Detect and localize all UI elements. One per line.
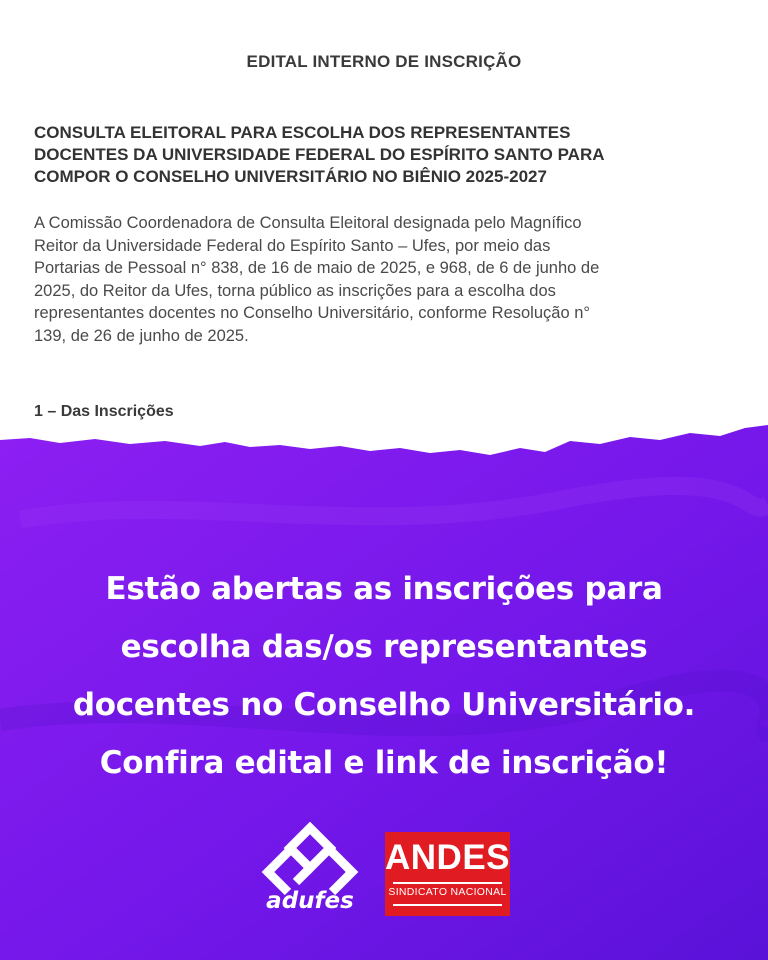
body-line: Reitor da Universidade Federal do Espírito Santo – Ufes, por meio das — [34, 236, 551, 255]
body-line: 139, de 26 de junho de 2025. — [34, 326, 249, 345]
body-line: Portarias de Pessoal n° 838, de 16 de maio de 2025, e 968, de 6 de junho de — [34, 259, 600, 277]
adufes-wordmark: adufes — [266, 888, 354, 914]
heading-line: DOCENTES DA UNIVERSIDADE FEDERAL DO ESPÍRITO SANTO PARA — [34, 145, 605, 164]
document-title: EDITAL INTERNO DE INSCRIÇÃO — [246, 52, 522, 71]
andes-subtitle: SINDICATO NACIONAL — [388, 886, 507, 898]
andes-title: ANDES — [385, 838, 511, 877]
body-line: representantes docentes no Conselho Universitário, conforme Resolução n° — [34, 304, 590, 322]
andes-divider — [393, 904, 502, 906]
promo-line: Confira edital e link de inscrição! — [99, 745, 669, 781]
heading-line: CONSULTA ELEITORAL PARA ESCOLHA DOS REPRESENTANTES — [34, 123, 571, 142]
promo-line: Estão abertas as inscrições para — [105, 571, 663, 607]
andes-divider — [393, 882, 502, 884]
promo-message — [0, 560, 768, 792]
body-line: 2025, do Reitor da Ufes, torna público as inscrições para a escolha dos — [34, 281, 556, 300]
heading-line: COMPOR O CONSELHO UNIVERSITÁRIO NO BIÊNIO 2025-2027 — [34, 167, 547, 186]
body-line: A Comissão Coordenadora de Consulta Eleitoral designada pelo Magnífico — [34, 214, 582, 232]
promo-line: escolha das/os representantes — [120, 629, 648, 665]
promo-line: docentes no Conselho Universitário. — [72, 687, 696, 723]
section-heading: 1 – Das Inscrições — [34, 403, 174, 420]
andes-logo — [385, 832, 510, 916]
